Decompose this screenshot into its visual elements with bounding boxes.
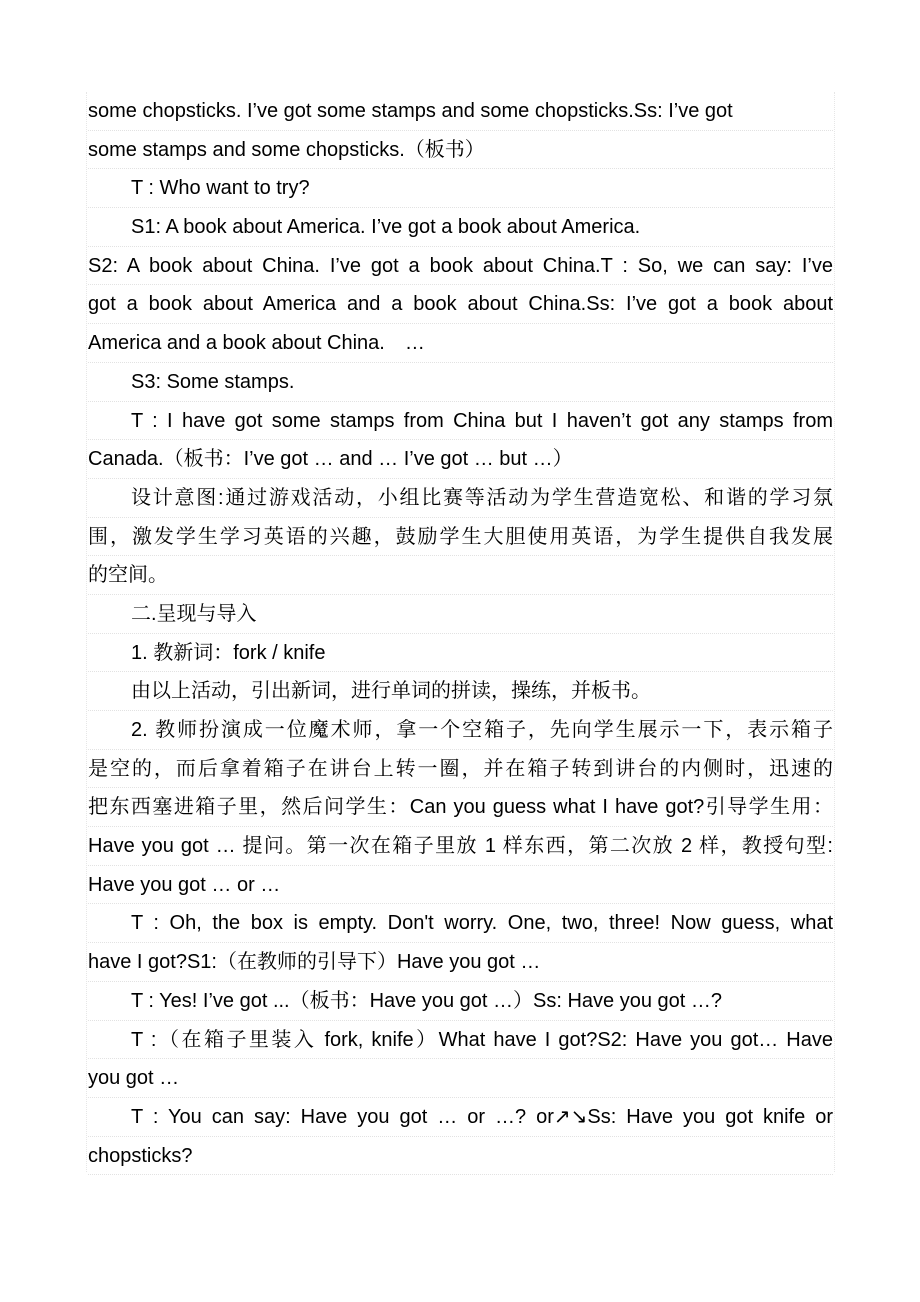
margin-guide-right <box>834 92 835 1172</box>
text-line: S1: A book about America. I’ve got a book about America. <box>88 208 833 247</box>
text-line: got a book about America and a book about China.Ss: I’ve got a book about <box>88 285 833 324</box>
text-line: T : Yes! I’ve got ...（板书：Have you got …）Ss: Have you got …? <box>88 982 833 1021</box>
text-line: have I got?S1:（在教师的引导下）Have you got … <box>88 943 833 982</box>
text-line: 设计意图:通过游戏活动，小组比赛等活动为学生营造宽松、和谐的学习氛 <box>88 479 833 518</box>
text-line: T : You can say: Have you got … or …? or↗↘Ss: Have you got knife or <box>88 1098 833 1137</box>
text-line: Have you got … 提问。第一次在箱子里放 1 样东西，第二次放 2 样，教授句型: <box>88 827 833 866</box>
text-line: 的空间。 <box>88 556 833 595</box>
text-line: 2. 教师扮演成一位魔术师，拿一个空箱子，先向学生展示一下，表示箱子 <box>88 711 833 750</box>
text-line: chopsticks? <box>88 1137 833 1176</box>
document-body <box>88 92 833 1175</box>
margin-guide-left <box>86 92 87 1172</box>
text-line: T :（在箱子里装入 fork, knife）What have I got?S2: Have you got… Have <box>88 1021 833 1060</box>
text-line: America and a book about China. … <box>88 324 833 363</box>
section-heading: 二.呈现与导入 <box>88 595 833 634</box>
text-line: 1. 教新词：fork / knife <box>88 634 833 673</box>
text-line: T : Oh, the box is empty. Don't worry. One, two, three! Now guess, what <box>88 904 833 943</box>
text-line: 围，激发学生学习英语的兴趣，鼓励学生大胆使用英语，为学生提供自我发展 <box>88 518 833 557</box>
text-line: 把东西塞进箱子里，然后问学生：Can you guess what I have got?引导学生用： <box>88 788 833 827</box>
text-line: 由以上活动，引出新词，进行单词的拼读，操练，并板书。 <box>88 672 833 711</box>
text-line: some chopsticks. I’ve got some stamps and some chopsticks.Ss: I’ve got <box>88 92 833 131</box>
text-line: Canada.（板书：I’ve got … and … I’ve got … but …） <box>88 440 833 479</box>
text-line: Have you got … or … <box>88 866 833 905</box>
text-line: you got … <box>88 1059 833 1098</box>
text-line: T : Who want to try? <box>88 169 833 208</box>
text-line: T : I have got some stamps from China but I haven’t got any stamps from <box>88 402 833 441</box>
text-line: 是空的，而后拿着箱子在讲台上转一圈，并在箱子转到讲台的内侧时，迅速的 <box>88 750 833 789</box>
text-line: some stamps and some chopsticks.（板书） <box>88 131 833 170</box>
text-line: S2: A book about China. I’ve got a book about China.T : So, we can say: I’ve <box>88 247 833 286</box>
text-line: S3: Some stamps. <box>88 363 833 402</box>
